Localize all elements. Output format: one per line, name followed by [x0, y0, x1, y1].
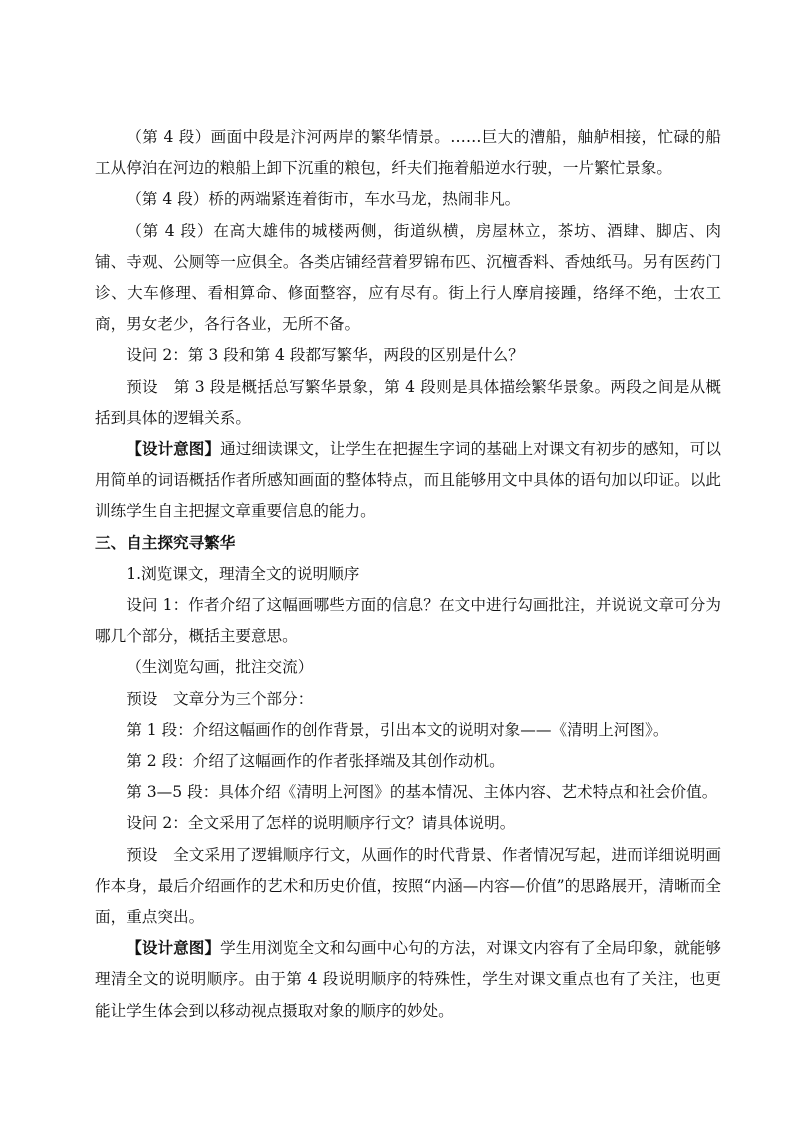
section-heading: 三、自主探究寻繁华	[95, 533, 236, 552]
paragraph-quote-4c: （第 4 段）在高大雄伟的城楼两侧，街道纵横，房屋林立，茶坊、酒肆、脚店、肉铺、寺观、公厕等一应俱全。各类店铺经营着罗锦布匹、沉檀香料、香烛纸马。另有医药门诊、大车修理、看相算命、修面整容，应有尽有。街上行人摩肩接踵，络绎不绝，士农工商，男女老少，各行各业，无所不备。	[95, 221, 721, 334]
question-2-order: 设问 2：全文采用了怎样的说明顺序行文？请具体说明。	[126, 814, 516, 833]
part-2: 第 2 段：介绍了这幅画作的作者张择端及其创作动机。	[126, 752, 505, 771]
design-intent-label: 【设计意图】	[126, 440, 221, 459]
question-2: 设问 2：第 3 段和第 4 段都写繁华，两段的区别是什么？	[126, 346, 524, 365]
answer-preset: 预设 第 3 段是概括总写繁华景象，第 4 段则是具体描绘繁华景象。两段之间是从概括到具体的逻辑关系。	[95, 377, 721, 427]
answer-preset-parts: 预设 文章分为三个部分：	[126, 689, 314, 708]
student-activity: （生浏览勾画，批注交流）	[126, 658, 314, 677]
design-intent-text-2: 学生用浏览全文和勾画中心句的方法，对课文内容有了全局印象，就能够理清全文的说明顺序。由于第 4 段说明顺序的特殊性，学生对课文重点也有了关注，也更能让学生体会到以移动视点摄取对象的顺序的妙处。	[95, 939, 721, 1020]
design-intent-label-2: 【设计意图】	[126, 939, 221, 958]
paragraph-quote-4b: （第 4 段）桥的两端紧连着街市，车水马龙，热闹非凡。	[126, 190, 521, 209]
design-intent-paragraph-2	[95, 933, 721, 1027]
document-body	[95, 122, 721, 1027]
question-1: 设问 1：作者介绍了这幅画哪些方面的信息？在文中进行勾画批注，并说说文章可分为哪几个部分，概括主要意思。	[95, 596, 721, 646]
part-1: 第 1 段：介绍这幅画作的创作背景，引出本文的说明对象——《清明上河图》。	[126, 720, 669, 739]
paragraph-quote-4a: （第 4 段）画面中段是汴河两岸的繁华情景。……巨大的漕船，舳舻相接，忙碌的船工从停泊在河边的粮船上卸下沉重的粮包，纤夫们拖着船逆水行驶，一片繁忙景象。	[95, 128, 721, 178]
part-3: 第 3—5 段：具体介绍《清明上河图》的基本情况、主体内容、艺术特点和社会价值。	[126, 783, 718, 802]
design-intent-paragraph	[95, 434, 721, 528]
task-1: 1.浏览课文，理清全文的说明顺序	[126, 564, 360, 583]
design-intent-text: 通过细读课文，让学生在把握生字词的基础上对课文有初步的感知，可以用简单的词语概括作者所感知画面的整体特点，而且能够用文中具体的语句加以印证。以此训练学生自主把握文章重要信息的能力。	[95, 440, 721, 521]
answer-preset-order: 预设 全文采用了逻辑顺序行文，从画作的时代背景、作者情况写起，进而详细说明画作本身，最后介绍画作的艺术和历史价值，按照“内涵—内容—价值”的思路展开，清晰而全面，重点突出。	[95, 845, 721, 927]
